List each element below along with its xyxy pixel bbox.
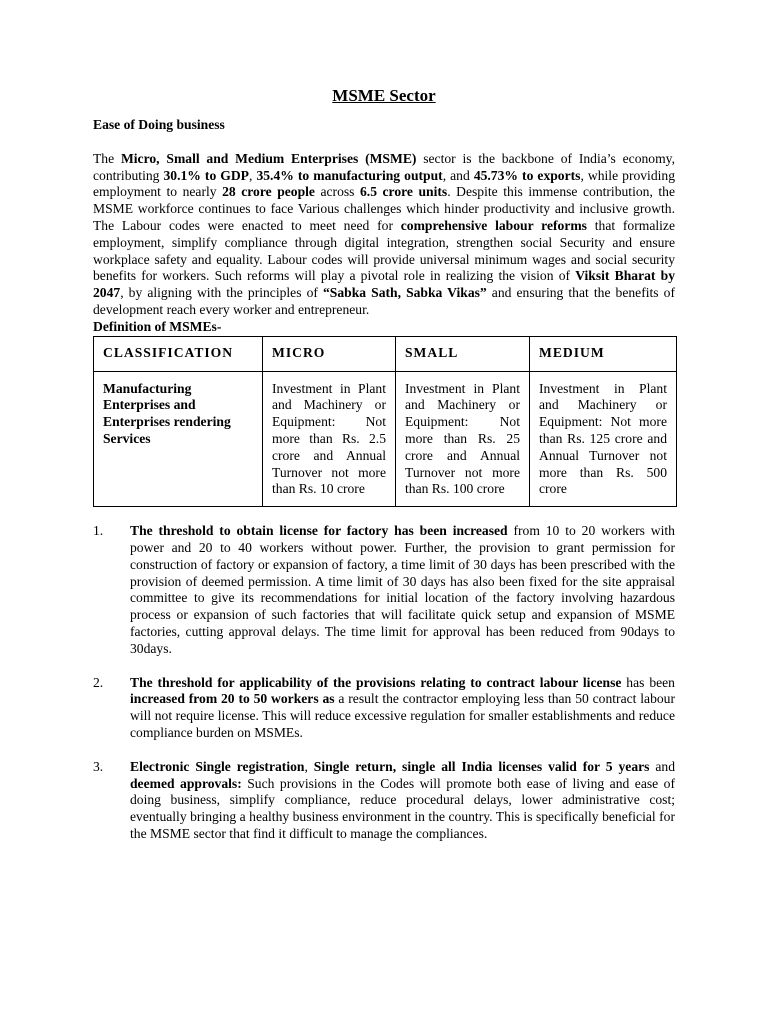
list-item [93, 759, 675, 843]
list-run-bold: Electronic Single registration [130, 758, 305, 774]
intro-run: , by aligning with the principles of [120, 285, 323, 301]
small-cell: Investment in Plant and Machinery or Equipment: Not more than Rs. 25 crore and Annual Turnover not more than Rs. 100 crore [396, 371, 530, 507]
list-item-number: 1. [93, 523, 104, 539]
header-medium: MEDIUM [530, 336, 677, 371]
list-run: has been [621, 674, 675, 690]
intro-run: that formalize employment, simplify compliance through digital integration, strengthen social Security and ensure workplace safety and equality. Labour codes will provide universal minimum wages and social security benefits for workers. Such reforms will play a pivotal role in realizing the vision of [93, 217, 675, 284]
intro-run: and ensuring that the benefits of development reach every worker and entrepreneur. [93, 285, 675, 317]
list-run-bold: The threshold to obtain license for factory has been increased [130, 523, 508, 539]
list-item [93, 675, 675, 742]
list-item-number: 2. [93, 674, 104, 690]
intro-run: sector is the backbone of India’s economy, contributing [93, 150, 675, 183]
reform-points-list [93, 523, 675, 843]
row-label-cell: Manufacturing Enterprises and Enterprises rendering Services [94, 371, 263, 507]
intro-run-bold: 30.1% to GDP [163, 167, 249, 183]
list-run-bold: deemed approvals: [130, 775, 242, 791]
intro-run-bold: comprehensive labour reforms [400, 217, 587, 233]
header-small: SMALL [396, 336, 530, 371]
list-run: and [649, 758, 676, 774]
header-classification: CLASSIFICATION [94, 336, 263, 371]
medium-cell: Investment in Plant and Machinery or Equipment: Not more than Rs. 125 crore and Annual Turnover not more than Rs. 500 crore [530, 371, 677, 507]
header-micro: MICRO [263, 336, 396, 371]
intro-run: . Despite this immense contribution, the MSME workforce continues to face Various challenges which hinder productivity and inclusive growth. The Labour codes were enacted to meet need for [93, 184, 675, 233]
list-item-number: 3. [93, 758, 104, 774]
document-page [93, 86, 675, 860]
intro-run-bold: 45.73% to exports [473, 167, 581, 183]
intro-run: The [93, 150, 121, 166]
intro-run-bold: Viksit Bharat by 2047 [93, 268, 675, 301]
intro-paragraph [93, 151, 675, 319]
list-run: , [304, 758, 314, 774]
list-run-bold: The threshold for applicability of the provisions relating to contract labour license [130, 674, 622, 690]
msme-classification-table [93, 336, 677, 508]
definition-heading: Definition of MSMEs- [93, 318, 222, 334]
page-title: MSME Sector [332, 86, 436, 105]
list-run: Such provisions in the Codes will promote both ease of living and ease of doing business, simplify compliance, reduce procedural delays, lower administrative cost; eventually bringing a healthy business environment in the country. This is specifically beneficial for the MSME sector that find it difficult to manage the compliances. [130, 775, 675, 841]
table-row [94, 371, 677, 507]
list-item [93, 523, 675, 657]
intro-run: , [249, 167, 257, 183]
intro-run: , while providing employment to nearly [93, 167, 676, 200]
intro-run-bold: 6.5 crore units [360, 184, 448, 200]
intro-run-bold: Micro, Small and Medium Enterprises (MSME) [120, 150, 417, 166]
list-run: from 10 to 20 workers with power and 20 to 40 workers without power. Further, the provision to grant permission for construction of factory or expansion of factory, a time limit of 30 days has been prescribed with the provision of deemed permission. A time limit of 30 days has also been fixed for the site appraisal committee to give its recommendations for initial location of the factory involving hazardous process or expansion of such factories that will facilitate quick setup and expansion of MSME factories, cutting approval delays. The time limit for approval has been reduced from 90days to 30days. [130, 523, 675, 656]
section-subheading: Ease of Doing business [93, 117, 225, 132]
intro-run-bold: 28 crore people [222, 184, 315, 200]
list-run: a result the contractor employing less than 50 contract labour will not require license. This will reduce excessive regulation for smaller establishments and reduce compliance burden on MSMEs. [130, 691, 675, 740]
intro-run-bold: “Sabka Sath, Sabka Vikas” [323, 285, 487, 301]
micro-cell: Investment in Plant and Machinery or Equipment: Not more than Rs. 2.5 crore and Annual Turnover not more than Rs. 10 crore [263, 371, 396, 507]
list-run-bold: Single return, single all India licenses valid for 5 years [313, 758, 650, 774]
list-run-bold: increased from 20 to 50 workers as [130, 691, 335, 707]
intro-run: across [314, 184, 360, 200]
intro-run-bold: 35.4% to manufacturing output [256, 167, 443, 183]
intro-run: , and [442, 167, 474, 183]
table-header-row [94, 336, 677, 371]
